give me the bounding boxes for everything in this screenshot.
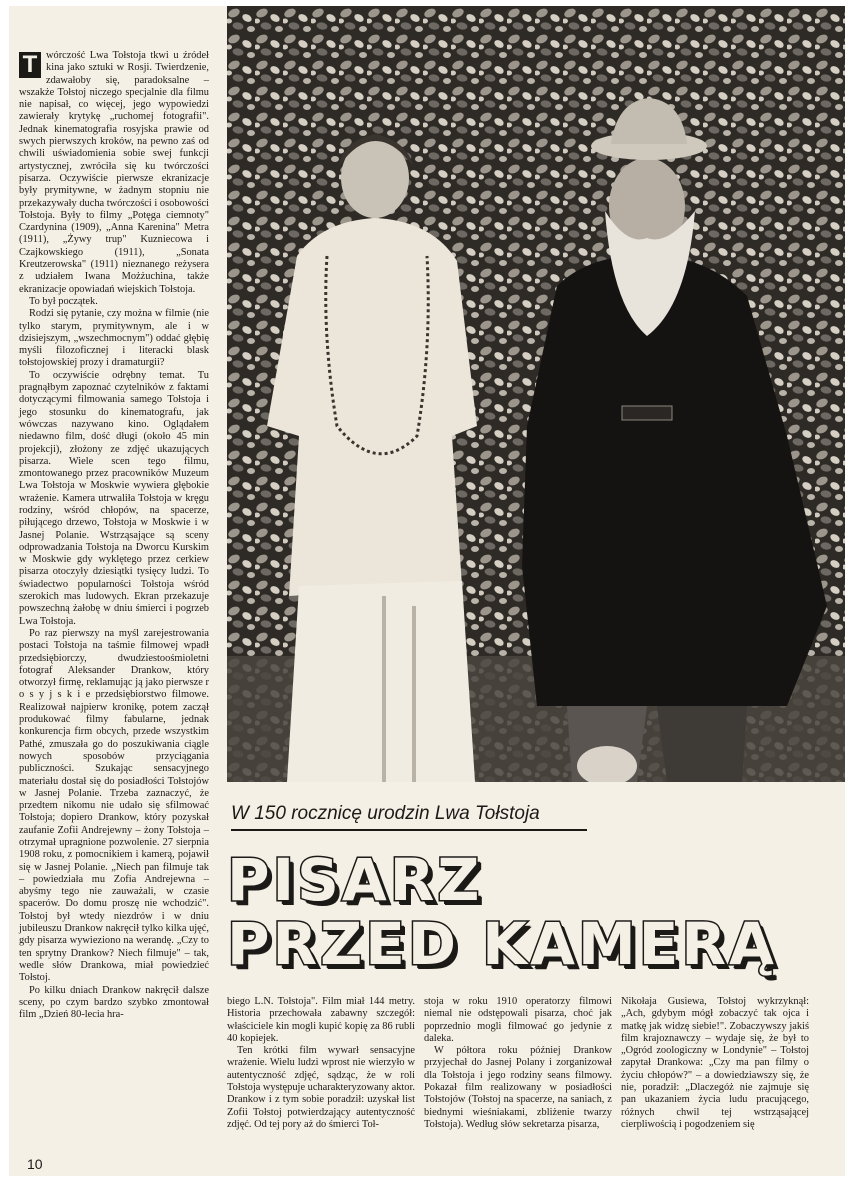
magazine-page: [9, 6, 845, 1176]
article-column-1: [19, 50, 209, 1152]
paragraph: Po raz pierwszy na myśl zarejestrowania postaci Tołstoja na taśmie filmowej wpadł przedsiębiorczy, dwudziestoośmioletni fotograf Aleksander Drankow, który otworzył firmę, reklamując ją jako pierwsze r o s y j s k i e przedsiębiorstwo filmowe. Realizował najpierw kronikę, potem zaczął produkować filmy fabularne, jednak konkurencja firm obcych, przede wszystkim Pathé, zmuszała go do poszukiwania ciągle nowych sposobów przyciągania publiczności. Szukając sensacyjnego materiału dostał się do posiadłości Tołstojów w Jasnej Polanie. Trzeba zaznaczyć, że przedtem nikomu nie udało się sfilmować Tołstoja; dopiero Drankow, który pozyskał zaufanie Zofii Andrejewny – żony Tołstoja – otrzymał upragnione pozwolenie. 27 sierpnia 1908 roku, z pomocnikiem i kamerą, pojawił się w Jasnej Polanie. „Niech pan filmuje tak – powiedziała mu Zofia Andrejewna – abyśmy tego nie zauważali, w czasie spacerów. Do domu proszę nie wchodzić". Tołstoj był wtedy niezdrów i w dniu jubileuszu Drankow nakręcił tylko kilka ujęć, gdy pisarza wywieziono na werandę. „Czy to ten sprytny Drankow? Niech filmuje" – tak, wedle słów Drankowa, miał powiedzieć Tołstoj.: [19, 627, 209, 984]
article-subtitle: W 150 rocznicę urodzin Lwa Tołstoja: [231, 803, 540, 824]
paragraph: Nikołaja Gusiewa, Tołstoj wykrzyknął: „Ach, gdybym mógł zobaczyć tak ojca i matkę jak widzę siebie!". Zobaczywszy jakiś film krajoznawczy – wydaje się, że był to „Ogród zoologiczny w Londynie" – Tołstoj zapytał Drankowa: „Czy ma pan filmy o życiu chłopów?" – a dowiedziawszy się, że nie, poradził: „Dlaczegóż nie zajmuje się pan ukazaniem życia ludu pracującego, różnych chwil tej wstrząsającej cierpliwością i pogodzeniem się: [621, 996, 809, 1130]
paragraph: Po kilku dniach Drankow nakręcił dalsze sceny, po czym bardzo szybko zmontował film „Dzień 80-lecia hra-: [19, 984, 209, 1021]
photograph-tolstoy-with-woman: [227, 6, 845, 782]
article-column-4: [621, 996, 809, 1174]
paragraph: Rodzi się pytanie, czy można w filmie (nie tylko starym, prymitywnym, ale i w dzisiejszym, „wszechmocnym") oddać głębię myśli filozoficznej i literacki blask tołstojowskiej prozy i dramaturgii?: [19, 308, 209, 369]
drop-cap: T: [19, 52, 41, 78]
paragraph: To był początek.: [29, 295, 98, 307]
paragraph: W półtora roku później Drankow przyjechał do Jasnej Polany i zorganizował dla Tołstoja i jego rodziny seans filmowy. Pokazał film realizowany w posiadłości Tołstojów (Tołstoj na spacerze, na saniach, z biednymi wieśniakami, zbliżenie twarzy Tołstoja). Według słów sekretarza pisarza,: [424, 1045, 612, 1130]
paragraph: stoja w roku 1910 operatorzy filmowi niemal nie odstępowali pisarza, choć jak poprzednio mogli filmować go jedynie z daleka.: [424, 996, 612, 1044]
subtitle-underline: [231, 829, 587, 831]
paragraph: biego L.N. Tołstoja". Film miał 144 metry. Historia przechowała zabawny szczegół: właściciele kin mogli kupić kopię za 86 rubli 40 kopiejek.: [227, 996, 415, 1044]
page-number: 10: [27, 1156, 43, 1172]
paragraph: Ten krótki film wywarł sensacyjne wrażenie. Wielu ludzi wprost nie wierzyło w autentyczność zdjęć, sądząc, że w roli Tołstoja występuje ucharakteryzowany aktor. Drankow i z tym sobie poradził: uzyskał list Zofii Tołstoj potwierdzający autentyczność zdjęć. Od tej pory aż do śmierci Toł-: [227, 1045, 415, 1130]
article-column-2: [227, 996, 415, 1174]
article-column-3: [424, 996, 612, 1174]
headline-line-2: PRZED KAMERĄ: [227, 910, 777, 978]
paragraph: To oczywiście odrębny temat. Tu pragnąłbym zapoznać czytelników z faktami dotyczącymi filmowania samego Tołstoja i jego stosunku do kinematografu, jak wówczas nazywano kino. Oglądałem niedawno film, dość długi (około 45 min projekcji), złożony ze zdjęć ukazujących pisarza. Wiele scen tego filmu, zmontowanego przez pracowników Muzeum Lwa Tołstoja w Moskwie wywiera głębokie wrażenie. Kamera utrwaliła Tołstoja w kręgu rodziny, wśród chłopów, na spacerze, piłującego drzewo, Tołstoja w Moskwie i w Jasnej Polanie. Wstrząsające są sceny odprowadzania Tołstoja na Dworcu Kurskim w Moskwie gdy wyklętego przez cerkiew pisarza otoczyły dziesiątki tysięcy ludzi. To świadectwo popularności Tołstoja wśród szerokich mas ludowych. Ekran przekazuje powszechną żałobę w dniu śmierci i pogrzeb Lwa Tołstoja.: [19, 369, 209, 627]
paragraph: wórczość Lwa Tołstoja tkwi u źródeł kina jako sztuki w Rosji. Twierdzenie, zdawałoby się, paradoksalne – wszakże Tołstoj niczego specjalnie dla filmu nie napisał, co więcej, jego wypowiedzi zawierały krytykę „ruchomej fotografii". Jednak kinematografia rosyjska prawie od swych pierwszych kroków, na pewno zaś od chwili uświadomienia sobie swej funkcji artystycznej, zwróciła się ku twórczości pisarza. Oczywiście pierwsze ekranizacje były prymitywne, w żadnym stopniu nie przekazywały ducha twórczości i osobowości Tołstoja. Były to filmy „Potęga ciemnoty" Czardynina (1909), „Anna Karenina" Metra (1911), „Żywy trup" Kuzniecowa i Czajkowskiego (1911), „Sonata Kreutzerowska" (1911) nieznanego reżysera z udziałem Iwana Możżuchina, także ekranizacje opowiadań wiejskich Tołstoja.: [19, 50, 209, 295]
headline-line-1: PISARZ: [227, 846, 483, 914]
